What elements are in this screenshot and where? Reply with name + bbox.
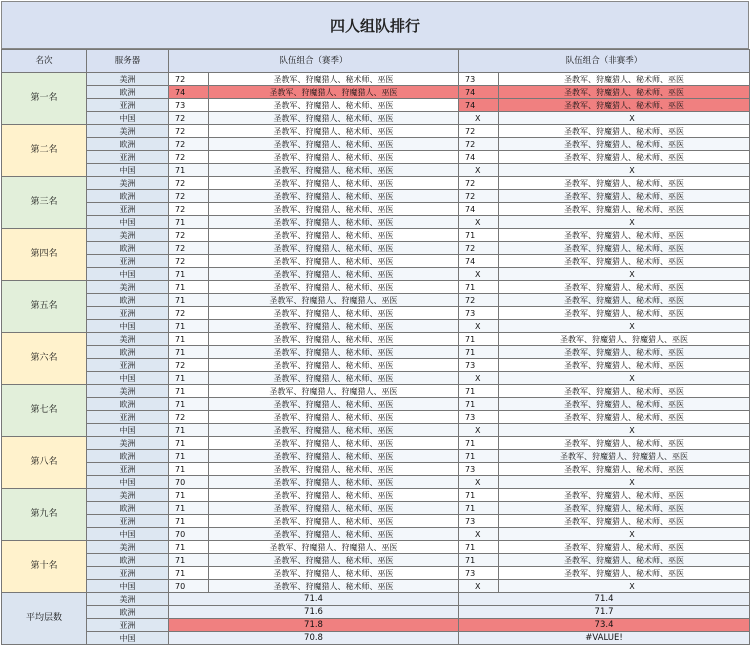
nonseason-team-cell[interactable]: X [499,320,750,333]
season-team-cell[interactable]: 圣教军、狩魔猎人、秘术师、巫医 [209,320,459,333]
season-team-cell[interactable]: 圣教军、狩魔猎人、秘术师、巫医 [209,489,459,502]
season-floor-cell[interactable]: 72 [169,125,209,138]
table-row [2,73,750,86]
season-floor-cell[interactable]: 71 [169,424,209,437]
nonseason-team-cell[interactable]: X [499,164,750,177]
nonseason-team-cell[interactable]: 圣教军、狩魔猎人、秘术师、巫医 [499,190,750,203]
rank-label-cell[interactable]: 第四名 [2,229,87,281]
nonseason-floor-cell[interactable]: X [459,112,499,125]
season-floor-cell[interactable]: 73 [169,99,209,112]
nonseason-team-cell[interactable]: 圣教军、狩魔猎人、秘术师、巫医 [499,281,750,294]
season-team-cell[interactable]: 圣教军、狩魔猎人、秘术师、巫医 [209,255,459,268]
header-server[interactable]: 服务器 [87,50,169,73]
table-row [2,489,750,502]
server-cell[interactable]: 欧洲 [87,138,169,151]
season-floor-cell[interactable]: 71 [169,385,209,398]
nonseason-team-cell[interactable]: 圣教军、狩魔猎人、秘术师、巫医 [499,255,750,268]
table-row [2,216,750,229]
season-floor-cell[interactable]: 72 [169,177,209,190]
season-floor-cell[interactable]: 72 [169,307,209,320]
nonseason-floor-cell[interactable]: 71 [459,502,499,515]
season-floor-cell[interactable]: 71 [169,437,209,450]
season-team-cell[interactable]: 圣教军、狩魔猎人、秘术师、巫医 [209,450,459,463]
server-cell[interactable]: 中国 [87,164,169,177]
average-row [2,606,750,619]
server-cell[interactable]: 欧洲 [87,606,169,619]
season-team-cell[interactable]: 圣教军、狩魔猎人、秘术师、巫医 [209,112,459,125]
nonseason-team-cell[interactable]: 圣教军、狩魔猎人、秘术师、巫医 [499,86,750,99]
table-row [2,463,750,476]
table-row [2,320,750,333]
season-team-cell[interactable]: 圣教军、狩魔猎人、秘术师、巫医 [209,177,459,190]
nonseason-floor-cell[interactable]: 71 [459,489,499,502]
server-cell[interactable]: 美洲 [87,73,169,86]
nonseason-team-cell[interactable]: 圣教军、狩魔猎人、秘术师、巫医 [499,515,750,528]
table-row [2,528,750,541]
average-nonseason-cell[interactable]: 71.7 [459,606,750,619]
season-team-cell[interactable]: 圣教军、狩魔猎人、秘术师、巫医 [209,138,459,151]
header-season[interactable]: 队伍组合（赛季） [169,50,459,73]
server-cell[interactable]: 亚洲 [87,255,169,268]
season-floor-cell[interactable]: 72 [169,190,209,203]
nonseason-team-cell[interactable]: 圣教军、狩魔猎人、秘术师、巫医 [499,177,750,190]
nonseason-team-cell[interactable]: 圣教军、狩魔猎人、秘术师、巫医 [499,463,750,476]
nonseason-floor-cell[interactable]: X [459,164,499,177]
season-team-cell[interactable]: 圣教军、狩魔猎人、秘术师、巫医 [209,372,459,385]
nonseason-floor-cell[interactable]: X [459,528,499,541]
table-row [2,502,750,515]
average-row [2,593,750,606]
season-floor-cell[interactable]: 72 [169,73,209,86]
season-floor-cell[interactable]: 72 [169,359,209,372]
nonseason-team-cell[interactable]: 圣教军、狩魔猎人、秘术师、巫医 [499,385,750,398]
server-cell[interactable]: 美洲 [87,489,169,502]
season-floor-cell[interactable]: 70 [169,528,209,541]
season-floor-cell[interactable]: 72 [169,151,209,164]
nonseason-floor-cell[interactable]: 71 [459,450,499,463]
server-cell[interactable]: 中国 [87,320,169,333]
table-row [2,333,750,346]
server-cell[interactable]: 中国 [87,528,169,541]
season-team-cell[interactable]: 圣教军、狩魔猎人、秘术师、巫医 [209,424,459,437]
server-cell[interactable]: 美洲 [87,437,169,450]
nonseason-team-cell[interactable]: 圣教军、狩魔猎人、秘术师、巫医 [499,502,750,515]
nonseason-team-cell[interactable]: 圣教军、狩魔猎人、秘术师、巫医 [499,307,750,320]
nonseason-floor-cell[interactable]: 72 [459,242,499,255]
nonseason-floor-cell[interactable]: 72 [459,125,499,138]
server-cell[interactable]: 美洲 [87,385,169,398]
server-cell[interactable]: 中国 [87,372,169,385]
season-floor-cell[interactable]: 72 [169,411,209,424]
nonseason-floor-cell[interactable]: 71 [459,437,499,450]
table-row [2,294,750,307]
server-cell[interactable]: 亚洲 [87,619,169,632]
server-cell[interactable]: 中国 [87,216,169,229]
server-cell[interactable]: 欧洲 [87,398,169,411]
nonseason-team-cell[interactable]: 圣教军、狩魔猎人、秘术师、巫医 [499,359,750,372]
season-floor-cell[interactable]: 72 [169,255,209,268]
table-row [2,255,750,268]
season-team-cell[interactable]: 圣教军、狩魔猎人、秘术师、巫医 [209,333,459,346]
table-row [2,359,750,372]
server-cell[interactable]: 亚洲 [87,411,169,424]
nonseason-team-cell[interactable]: 圣教军、狩魔猎人、秘术师、巫医 [499,151,750,164]
season-team-cell[interactable]: 圣教军、狩魔猎人、秘术师、巫医 [209,164,459,177]
rank-label-cell[interactable]: 第五名 [2,281,87,333]
season-floor-cell[interactable]: 72 [169,112,209,125]
table-row [2,346,750,359]
nonseason-team-cell[interactable]: 圣教军、狩魔猎人、秘术师、巫医 [499,138,750,151]
nonseason-floor-cell[interactable]: X [459,580,499,593]
rank-label-cell[interactable]: 第九名 [2,489,87,541]
season-team-cell[interactable]: 圣教军、狩魔猎人、秘术师、巫医 [209,151,459,164]
server-cell[interactable]: 欧洲 [87,242,169,255]
table-row [2,372,750,385]
nonseason-floor-cell[interactable]: 73 [459,359,499,372]
rank-label-cell[interactable]: 第一名 [2,73,87,125]
average-nonseason-cell[interactable]: 73.4 [459,619,750,632]
season-floor-cell[interactable]: 71 [169,333,209,346]
server-cell[interactable]: 亚洲 [87,307,169,320]
season-team-cell[interactable]: 圣教军、狩魔猎人、秘术师、巫医 [209,125,459,138]
season-floor-cell[interactable]: 71 [169,216,209,229]
season-team-cell[interactable]: 圣教军、狩魔猎人、秘术师、巫医 [209,229,459,242]
nonseason-team-cell[interactable]: X [499,372,750,385]
nonseason-floor-cell[interactable]: 74 [459,255,499,268]
rank-label-cell[interactable]: 第二名 [2,125,87,177]
header-nonseason[interactable]: 队伍组合（非赛季） [459,50,750,73]
season-floor-cell[interactable]: 71 [169,294,209,307]
season-team-cell[interactable]: 圣教军、狩魔猎人、秘术师、巫医 [209,346,459,359]
season-floor-cell[interactable]: 72 [169,138,209,151]
rank-label-cell[interactable]: 第三名 [2,177,87,229]
table-row [2,164,750,177]
season-floor-cell[interactable]: 71 [169,372,209,385]
nonseason-floor-cell[interactable]: 73 [459,515,499,528]
sheet-title: 四人组队排行 [1,1,749,49]
season-floor-cell[interactable]: 74 [169,86,209,99]
average-season-cell[interactable]: 71.4 [169,593,459,606]
season-team-cell[interactable]: 圣教军、狩魔猎人、秘术师、巫医 [209,242,459,255]
ranking-table [1,49,750,645]
season-floor-cell[interactable]: 71 [169,515,209,528]
nonseason-floor-cell[interactable]: 73 [459,73,499,86]
server-cell[interactable]: 中国 [87,424,169,437]
season-team-cell[interactable]: 圣教军、狩魔猎人、秘术师、巫医 [209,268,459,281]
nonseason-team-cell[interactable]: 圣教军、狩魔猎人、秘术师、巫医 [499,567,750,580]
nonseason-floor-cell[interactable]: 71 [459,229,499,242]
average-label-cell[interactable]: 平均层数 [2,593,87,645]
nonseason-team-cell[interactable]: 圣教军、狩魔猎人、秘术师、巫医 [499,294,750,307]
season-team-cell[interactable]: 圣教军、狩魔猎人、狩魔猎人、巫医 [209,294,459,307]
nonseason-team-cell[interactable]: 圣教军、狩魔猎人、秘术师、巫医 [499,554,750,567]
season-floor-cell[interactable]: 71 [169,346,209,359]
nonseason-team-cell[interactable]: 圣教军、狩魔猎人、秘术师、巫医 [499,203,750,216]
nonseason-floor-cell[interactable]: 74 [459,151,499,164]
season-floor-cell[interactable]: 72 [169,203,209,216]
average-season-cell[interactable]: 70.8 [169,632,459,645]
server-cell[interactable]: 欧洲 [87,502,169,515]
server-cell[interactable]: 中国 [87,112,169,125]
season-floor-cell[interactable]: 71 [169,463,209,476]
nonseason-team-cell[interactable]: X [499,580,750,593]
server-cell[interactable]: 亚洲 [87,567,169,580]
nonseason-floor-cell[interactable]: 71 [459,333,499,346]
nonseason-floor-cell[interactable]: 72 [459,190,499,203]
nonseason-floor-cell[interactable]: 73 [459,411,499,424]
season-team-cell[interactable]: 圣教军、狩魔猎人、秘术师、巫医 [209,437,459,450]
nonseason-floor-cell[interactable]: 73 [459,463,499,476]
nonseason-floor-cell[interactable]: X [459,216,499,229]
nonseason-floor-cell[interactable]: 72 [459,177,499,190]
table-row [2,424,750,437]
table-row [2,476,750,489]
server-cell[interactable]: 美洲 [87,541,169,554]
table-row [2,99,750,112]
server-cell[interactable]: 亚洲 [87,151,169,164]
table-row [2,86,750,99]
season-floor-cell[interactable]: 71 [169,320,209,333]
rank-label-cell[interactable]: 第六名 [2,333,87,385]
server-cell[interactable]: 欧洲 [87,554,169,567]
nonseason-floor-cell[interactable]: 71 [459,346,499,359]
season-team-cell[interactable]: 圣教军、狩魔猎人、秘术师、巫医 [209,567,459,580]
nonseason-floor-cell[interactable]: 71 [459,281,499,294]
season-team-cell[interactable]: 圣教军、狩魔猎人、秘术师、巫医 [209,203,459,216]
server-cell[interactable]: 美洲 [87,281,169,294]
table-row [2,385,750,398]
nonseason-floor-cell[interactable]: 71 [459,385,499,398]
nonseason-team-cell[interactable]: 圣教军、狩魔猎人、秘术师、巫医 [499,99,750,112]
season-team-cell[interactable]: 圣教军、狩魔猎人、秘术师、巫医 [209,359,459,372]
table-row [2,515,750,528]
nonseason-floor-cell[interactable]: 74 [459,203,499,216]
nonseason-team-cell[interactable]: 圣教军、狩魔猎人、秘术师、巫医 [499,489,750,502]
nonseason-team-cell[interactable]: X [499,112,750,125]
season-team-cell[interactable]: 圣教军、狩魔猎人、狩魔猎人、巫医 [209,86,459,99]
table-row [2,437,750,450]
season-floor-cell[interactable]: 70 [169,476,209,489]
season-floor-cell[interactable]: 71 [169,164,209,177]
season-team-cell[interactable]: 圣教军、狩魔猎人、秘术师、巫医 [209,515,459,528]
server-cell[interactable]: 欧洲 [87,450,169,463]
nonseason-team-cell[interactable]: X [499,216,750,229]
season-team-cell[interactable]: 圣教军、狩魔猎人、秘术师、巫医 [209,463,459,476]
nonseason-team-cell[interactable]: 圣教军、狩魔猎人、秘术师、巫医 [499,398,750,411]
table-row [2,307,750,320]
season-floor-cell[interactable]: 71 [169,541,209,554]
table-row [2,242,750,255]
table-row [2,177,750,190]
table-row [2,268,750,281]
average-nonseason-cell[interactable]: 71.4 [459,593,750,606]
nonseason-floor-cell[interactable]: 71 [459,554,499,567]
server-cell[interactable]: 亚洲 [87,515,169,528]
nonseason-floor-cell[interactable]: 72 [459,294,499,307]
season-team-cell[interactable]: 圣教军、狩魔猎人、狩魔猎人、巫医 [209,541,459,554]
nonseason-team-cell[interactable]: 圣教军、狩魔猎人、秘术师、巫医 [499,541,750,554]
table-row [2,203,750,216]
rank-label-cell[interactable]: 第七名 [2,385,87,437]
average-row [2,619,750,632]
season-floor-cell[interactable]: 71 [169,567,209,580]
season-floor-cell[interactable]: 70 [169,580,209,593]
season-team-cell[interactable]: 圣教军、狩魔猎人、狩魔猎人、巫医 [209,385,459,398]
table-row [2,567,750,580]
header-rank[interactable]: 名次 [2,50,87,73]
server-cell[interactable]: 美洲 [87,229,169,242]
nonseason-team-cell[interactable]: 圣教军、狩魔猎人、秘术师、巫医 [499,73,750,86]
rank-label-cell[interactable]: 第十名 [2,541,87,593]
nonseason-floor-cell[interactable]: 74 [459,99,499,112]
table-row [2,398,750,411]
nonseason-floor-cell[interactable]: X [459,372,499,385]
season-floor-cell[interactable]: 71 [169,554,209,567]
average-nonseason-cell[interactable]: #VALUE! [459,632,750,645]
nonseason-floor-cell[interactable]: X [459,476,499,489]
nonseason-team-cell[interactable]: 圣教军、狩魔猎人、狩魔猎人、巫医 [499,333,750,346]
nonseason-team-cell[interactable]: X [499,268,750,281]
nonseason-team-cell[interactable]: X [499,476,750,489]
header-row [2,50,750,73]
season-team-cell[interactable]: 圣教军、狩魔猎人、秘术师、巫医 [209,73,459,86]
nonseason-team-cell[interactable]: 圣教军、狩魔猎人、秘术师、巫医 [499,411,750,424]
nonseason-team-cell[interactable]: 圣教军、狩魔猎人、秘术师、巫医 [499,125,750,138]
table-row [2,151,750,164]
season-team-cell[interactable]: 圣教军、狩魔猎人、秘术师、巫医 [209,476,459,489]
nonseason-team-cell[interactable]: 圣教军、狩魔猎人、秘术师、巫医 [499,242,750,255]
season-team-cell[interactable]: 圣教军、狩魔猎人、秘术师、巫医 [209,502,459,515]
season-floor-cell[interactable]: 71 [169,281,209,294]
season-floor-cell[interactable]: 71 [169,489,209,502]
season-team-cell[interactable]: 圣教军、狩魔猎人、秘术师、巫医 [209,580,459,593]
table-row [2,541,750,554]
table-row [2,125,750,138]
nonseason-floor-cell[interactable]: 73 [459,307,499,320]
season-team-cell[interactable]: 圣教军、狩魔猎人、秘术师、巫医 [209,99,459,112]
nonseason-team-cell[interactable]: 圣教军、狩魔猎人、狩魔猎人、巫医 [499,450,750,463]
table-row [2,450,750,463]
server-cell[interactable]: 美洲 [87,593,169,606]
season-team-cell[interactable]: 圣教军、狩魔猎人、秘术师、巫医 [209,398,459,411]
season-team-cell[interactable]: 圣教军、狩魔猎人、秘术师、巫医 [209,528,459,541]
table-row [2,411,750,424]
server-cell[interactable]: 亚洲 [87,99,169,112]
rank-label-cell[interactable]: 第八名 [2,437,87,489]
average-row [2,632,750,645]
season-team-cell[interactable]: 圣教军、狩魔猎人、秘术师、巫医 [209,411,459,424]
nonseason-team-cell[interactable]: 圣教军、狩魔猎人、秘术师、巫医 [499,229,750,242]
season-floor-cell[interactable]: 72 [169,229,209,242]
season-floor-cell[interactable]: 72 [169,242,209,255]
nonseason-team-cell[interactable]: X [499,528,750,541]
nonseason-floor-cell[interactable]: 74 [459,86,499,99]
server-cell[interactable]: 亚洲 [87,359,169,372]
server-cell[interactable]: 欧洲 [87,190,169,203]
spreadsheet [1,1,749,643]
table-row [2,229,750,242]
season-team-cell[interactable]: 圣教军、狩魔猎人、秘术师、巫医 [209,216,459,229]
table-row [2,190,750,203]
season-team-cell[interactable]: 圣教军、狩魔猎人、秘术师、巫医 [209,190,459,203]
average-season-cell[interactable]: 71.8 [169,619,459,632]
table-row [2,281,750,294]
server-cell[interactable]: 亚洲 [87,203,169,216]
table-row [2,554,750,567]
nonseason-team-cell[interactable]: X [499,424,750,437]
nonseason-team-cell[interactable]: 圣教军、狩魔猎人、秘术师、巫医 [499,346,750,359]
season-floor-cell[interactable]: 71 [169,450,209,463]
season-floor-cell[interactable]: 71 [169,502,209,515]
server-cell[interactable]: 中国 [87,476,169,489]
season-team-cell[interactable]: 圣教军、狩魔猎人、秘术师、巫医 [209,307,459,320]
season-floor-cell[interactable]: 71 [169,268,209,281]
table-row [2,138,750,151]
season-floor-cell[interactable]: 71 [169,398,209,411]
server-cell[interactable]: 中国 [87,632,169,645]
server-cell[interactable]: 美洲 [87,333,169,346]
server-cell[interactable]: 亚洲 [87,463,169,476]
average-season-cell[interactable]: 71.6 [169,606,459,619]
server-cell[interactable]: 中国 [87,580,169,593]
table-row [2,580,750,593]
server-cell[interactable]: 美洲 [87,177,169,190]
nonseason-floor-cell[interactable]: X [459,320,499,333]
server-cell[interactable]: 欧洲 [87,346,169,359]
server-cell[interactable]: 美洲 [87,125,169,138]
nonseason-floor-cell[interactable]: X [459,268,499,281]
nonseason-floor-cell[interactable]: 71 [459,541,499,554]
season-team-cell[interactable]: 圣教军、狩魔猎人、秘术师、巫医 [209,281,459,294]
table-row [2,112,750,125]
nonseason-team-cell[interactable]: 圣教军、狩魔猎人、秘术师、巫医 [499,437,750,450]
nonseason-floor-cell[interactable]: 71 [459,398,499,411]
nonseason-floor-cell[interactable]: 72 [459,138,499,151]
nonseason-floor-cell[interactable]: 73 [459,567,499,580]
server-cell[interactable]: 中国 [87,268,169,281]
season-team-cell[interactable]: 圣教军、狩魔猎人、秘术师、巫医 [209,554,459,567]
server-cell[interactable]: 欧洲 [87,294,169,307]
server-cell[interactable]: 欧洲 [87,86,169,99]
nonseason-floor-cell[interactable]: X [459,424,499,437]
